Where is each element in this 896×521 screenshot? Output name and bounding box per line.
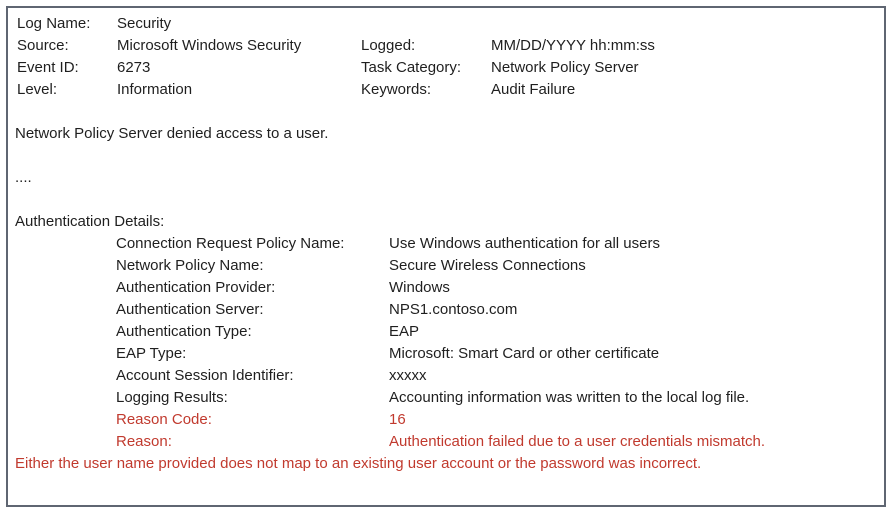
authentication-details-list <box>8 233 884 453</box>
detail-value: EAP <box>389 323 420 340</box>
detail-value: NPS1.contoso.com <box>389 301 518 318</box>
detail-label: Logging Results: <box>116 389 228 406</box>
event-log-panel <box>6 6 886 507</box>
detail-label: Reason Code: <box>116 411 212 428</box>
detail-row-authentication-type <box>8 321 884 343</box>
detail-value: Use Windows authentication for all users <box>389 235 660 252</box>
detail-row-reason-code <box>8 409 884 431</box>
detail-row-reason <box>8 431 884 453</box>
spacer <box>8 145 884 167</box>
detail-row-connection-request-policy <box>8 233 884 255</box>
event-id-value: 6273 <box>117 59 151 76</box>
detail-row-network-policy-name <box>8 255 884 277</box>
detail-row-authentication-provider <box>8 277 884 299</box>
source-label: Source: <box>17 37 69 54</box>
detail-row-authentication-server <box>8 299 884 321</box>
logged-value: MM/DD/YYYY hh:mm:ss <box>491 37 655 54</box>
detail-label: Reason: <box>116 433 172 450</box>
header-row-log-name <box>8 13 884 35</box>
log-name-value: Security <box>117 15 172 32</box>
detail-value: 16 <box>389 411 406 428</box>
header-row-level <box>8 79 884 101</box>
detail-label: Account Session Identifier: <box>116 367 294 384</box>
detail-label: Authentication Type: <box>116 323 252 340</box>
task-category-label: Task Category: <box>361 59 462 76</box>
detail-label: Authentication Provider: <box>116 279 276 296</box>
header-col2-label <box>361 13 491 35</box>
detail-value: Secure Wireless Connections <box>389 257 586 274</box>
detail-label: EAP Type: <box>116 345 187 362</box>
level-value: Information <box>117 81 193 98</box>
header-row-source <box>8 35 884 57</box>
error-explanation-note: Either the user name provided does not map to an existing user account or the password was incorrect. <box>15 455 702 472</box>
logged-label: Logged: <box>361 37 416 54</box>
detail-label: Connection Request Policy Name: <box>116 235 345 252</box>
detail-value: Windows <box>389 279 450 296</box>
detail-row-account-session-identifier <box>8 365 884 387</box>
omitted-content-ellipsis: .... <box>15 169 32 186</box>
authentication-details-title: Authentication Details: <box>15 213 165 230</box>
header-col2-value <box>491 13 884 35</box>
spacer <box>8 189 884 211</box>
event-id-label: Event ID: <box>17 59 79 76</box>
detail-row-eap-type <box>8 343 884 365</box>
detail-label: Network Policy Name: <box>116 257 264 274</box>
spacer <box>8 101 884 123</box>
level-label: Level: <box>17 81 58 98</box>
event-header <box>8 13 884 101</box>
event-description: Network Policy Server denied access to a user. <box>15 125 329 142</box>
keywords-label: Keywords: <box>361 81 432 98</box>
detail-value: Accounting information was written to the local log file. <box>389 389 750 406</box>
detail-row-logging-results <box>8 387 884 409</box>
log-name-label: Log Name: <box>17 15 91 32</box>
detail-label: Authentication Server: <box>116 301 264 318</box>
detail-value: xxxxx <box>389 367 427 384</box>
detail-value: Microsoft: Smart Card or other certificate <box>389 345 660 362</box>
detail-value: Authentication failed due to a user credentials mismatch. <box>389 433 766 450</box>
source-value: Microsoft Windows Security <box>117 37 302 54</box>
keywords-value: Audit Failure <box>491 81 576 98</box>
header-row-event-id <box>8 57 884 79</box>
task-category-value: Network Policy Server <box>491 59 639 76</box>
